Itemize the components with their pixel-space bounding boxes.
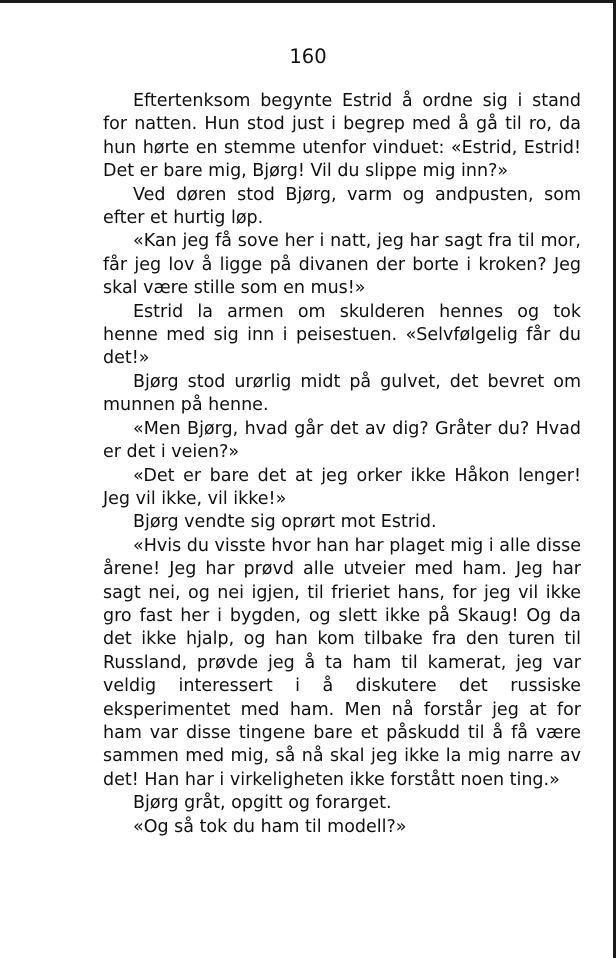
paragraph: Bjørg stod urørlig midt på gulvet, det bevret om munnen på henne.	[103, 371, 581, 416]
paragraph: «Men Bjørg, hvad går det av dig? Gråter du? Hvad er det i veien?»	[103, 418, 581, 463]
paragraph: Ved døren stod Bjørg, varm og andpusten, som efter et hurtig løp.	[103, 184, 581, 229]
paragraph: «Hvis du visste hvor han har plaget mig i alle disse årene! Jeg har prøvd alle utveier med ham. Jeg har sagt nei, og nei igjen, til frieriet hans, for jeg vil ikke gro fast her i bygden, og slett ikke på Skaug! Og da det ikke hjalp, og han kom tilbake fra den turen til Russland, prøvde jeg å ta ham til kamerat, jeg var veldig interessert i å diskutere det russiske eksperimentet med ham. Men nå forstår jeg at for ham var disse tingene bare et påskudd til å få være sammen med mig, så nå skal jeg ikke la mig narre av det! Han har i virkeligheten ikke forstått noen ting.»	[103, 535, 581, 790]
scan-edge-top	[0, 0, 616, 3]
paragraph: «Og så tok du ham til modell?»	[133, 816, 407, 837]
paragraph: «Det er bare det at jeg orker ikke Håkon lenger! Jeg vil ikke, vil ikke!»	[103, 465, 581, 509]
paragraph: «Kan jeg få sove her i natt, jeg har sagt fra til mor, får jeg lov å ligge på divanen der borte i kroken? Jeg skal være stille som en mus!»	[103, 231, 581, 299]
paragraph: Eftertenksom begynte Estrid å ordne sig i stand for natten. Hun stod just i begrep med å gå til ro, da hun hørte en stemme utenfor vinduet: «Estrid, Estrid! Det er bare mig, Bjørg! Vil du slippe mig inn?»	[103, 91, 581, 182]
page-number: 160	[289, 45, 327, 68]
body-text	[103, 90, 581, 839]
paragraph: Bjørg vendte sig oprørt mot Estrid.	[133, 512, 437, 533]
paragraph: Estrid la armen om skulderen hennes og tok henne med sig inn i peisestuen. «Selvfølgelig får du det!»	[103, 301, 581, 369]
paragraph: Bjørg gråt, opgitt og forarget.	[133, 793, 392, 814]
